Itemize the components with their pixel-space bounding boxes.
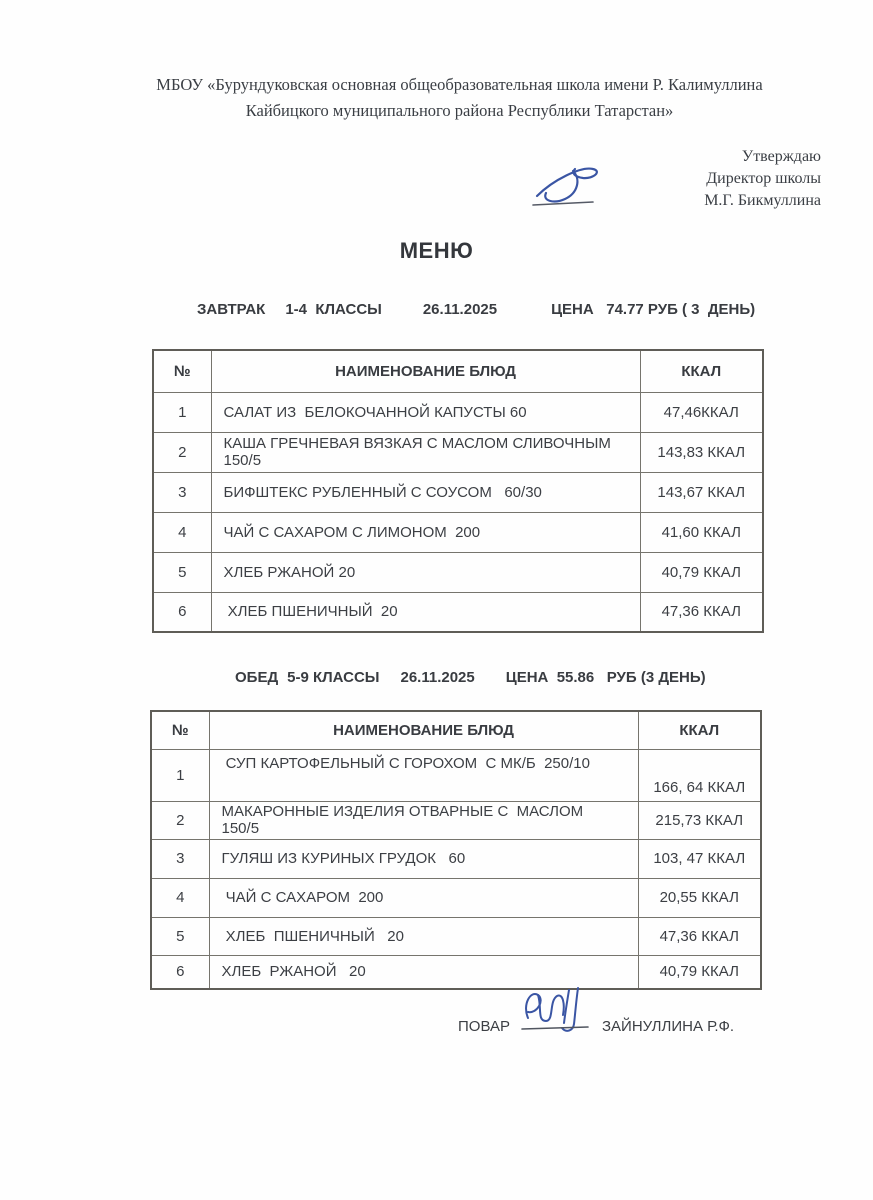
table-row [153, 392, 763, 432]
row-number: 2 [151, 801, 209, 839]
table-row [151, 878, 761, 917]
approval-block [621, 146, 821, 212]
column-header-kcal: ККАЛ [640, 350, 763, 392]
column-header-number: № [153, 350, 211, 392]
row-number: 5 [153, 552, 211, 592]
approval-label: Утверждаю [741, 148, 821, 165]
school-name-header [0, 72, 873, 124]
dish-name: ХЛЕБ ПШЕНИЧНЫЙ 20 [209, 917, 638, 955]
table-row [151, 801, 761, 839]
column-header-number: № [151, 711, 209, 749]
dish-name: ХЛЕБ РЖАНОЙ 20 [211, 552, 640, 592]
dish-kcal: 47,36 ККАЛ [638, 917, 761, 955]
row-number: 3 [151, 839, 209, 878]
dish-name: ГУЛЯШ ИЗ КУРИНЫХ ГРУДОК 60 [209, 839, 638, 878]
row-number: 6 [151, 955, 209, 989]
row-number: 3 [153, 472, 211, 512]
school-name-line2: Кайбицкого муниципального района Республики Татарстан» [245, 101, 674, 120]
dish-kcal: 47,36 ККАЛ [640, 592, 763, 632]
table-row [153, 592, 763, 632]
dish-kcal: 40,79 ККАЛ [640, 552, 763, 592]
date-label: 26.11.2025 [400, 669, 475, 686]
price-label: ЦЕНА 74.77 РУБ ( 3 ДЕНЬ) [551, 301, 756, 318]
director-name: М.Г. Бикмуллина [704, 192, 821, 209]
director-role: Директор школы [706, 170, 821, 187]
table-row [153, 472, 763, 512]
classes-label: 5-9 КЛАССЫ [287, 669, 380, 686]
school-name-line1: МБОУ «Бурундуковская основная общеобразовательная школа имени Р. Калимуллина [156, 75, 763, 94]
price-label: ЦЕНА 55.86 РУБ (3 ДЕНЬ) [505, 669, 706, 686]
dish-name: САЛАТ ИЗ БЕЛОКОЧАННОЙ КАПУСТЫ 60 [211, 392, 640, 432]
dish-name: ЧАЙ С САХАРОМ С ЛИМОНОМ 200 [211, 512, 640, 552]
table-row [153, 432, 763, 472]
dish-kcal: 41,60 ККАЛ [640, 512, 763, 552]
table-row [151, 917, 761, 955]
breakfast-header-line [197, 301, 755, 318]
dish-name: ХЛЕБ ПШЕНИЧНЫЙ 20 [211, 592, 640, 632]
dish-name: БИФШТЕКС РУБЛЕННЫЙ С СОУСОМ 60/30 [211, 472, 640, 512]
row-number: 6 [153, 592, 211, 632]
dish-kcal: 103, 47 ККАЛ [638, 839, 761, 878]
cook-label: ПОВАР [458, 1017, 510, 1035]
row-number: 5 [151, 917, 209, 955]
dish-kcal: 47,46ККАЛ [640, 392, 763, 432]
table-header-row [151, 711, 761, 749]
dish-kcal: 143,83 ККАЛ [640, 432, 763, 472]
row-number: 2 [153, 432, 211, 472]
dish-kcal: 40,79 ККАЛ [638, 955, 761, 989]
dish-kcal: 20,55 ККАЛ [638, 878, 761, 917]
cook-name: ЗАЙНУЛЛИНА Р.Ф. [601, 1017, 735, 1035]
table-row [151, 749, 761, 801]
dish-name: МАКАРОННЫЕ ИЗДЕЛИЯ ОТВАРНЫЕ С МАСЛОМ 150/5 [209, 801, 638, 839]
date-label: 26.11.2025 [422, 301, 498, 318]
dish-name: ХЛЕБ РЖАНОЙ 20 [209, 955, 638, 989]
column-header-dish: НАИМЕНОВАНИЕ БЛЮД [209, 711, 638, 749]
breakfast-table [152, 349, 764, 633]
row-number: 1 [153, 392, 211, 432]
table-row [151, 839, 761, 878]
dish-kcal: 215,73 ККАЛ [638, 801, 761, 839]
director-signature-icon [531, 158, 615, 217]
table-row [153, 552, 763, 592]
cook-signature-line [458, 1014, 734, 1038]
table-row [153, 512, 763, 552]
dish-kcal: 166, 64 ККАЛ [638, 749, 761, 801]
dish-name: КАША ГРЕЧНЕВАЯ ВЯЗКАЯ С МАСЛОМ СЛИВОЧНЫМ 150/5 [211, 432, 640, 472]
lunch-header-line [235, 669, 706, 686]
dish-name: ЧАЙ С САХАРОМ 200 [209, 878, 638, 917]
meal-label: ЗАВТРАК [197, 301, 266, 318]
column-header-kcal: ККАЛ [638, 711, 761, 749]
table-header-row [153, 350, 763, 392]
meal-label: ОБЕД [235, 669, 279, 686]
page-title: МЕНЮ [399, 238, 474, 263]
dish-kcal: 143,67 ККАЛ [640, 472, 763, 512]
row-number: 4 [153, 512, 211, 552]
row-number: 4 [151, 878, 209, 917]
row-number: 1 [151, 749, 209, 801]
table-row [151, 955, 761, 989]
classes-label: 1-4 КЛАССЫ [285, 301, 382, 318]
column-header-dish: НАИМЕНОВАНИЕ БЛЮД [211, 350, 640, 392]
dish-name: СУП КАРТОФЕЛЬНЫЙ С ГОРОХОМ С МК/Б 250/10 [209, 749, 638, 801]
lunch-table [150, 710, 762, 990]
cook-signature-icon [518, 1014, 594, 1038]
